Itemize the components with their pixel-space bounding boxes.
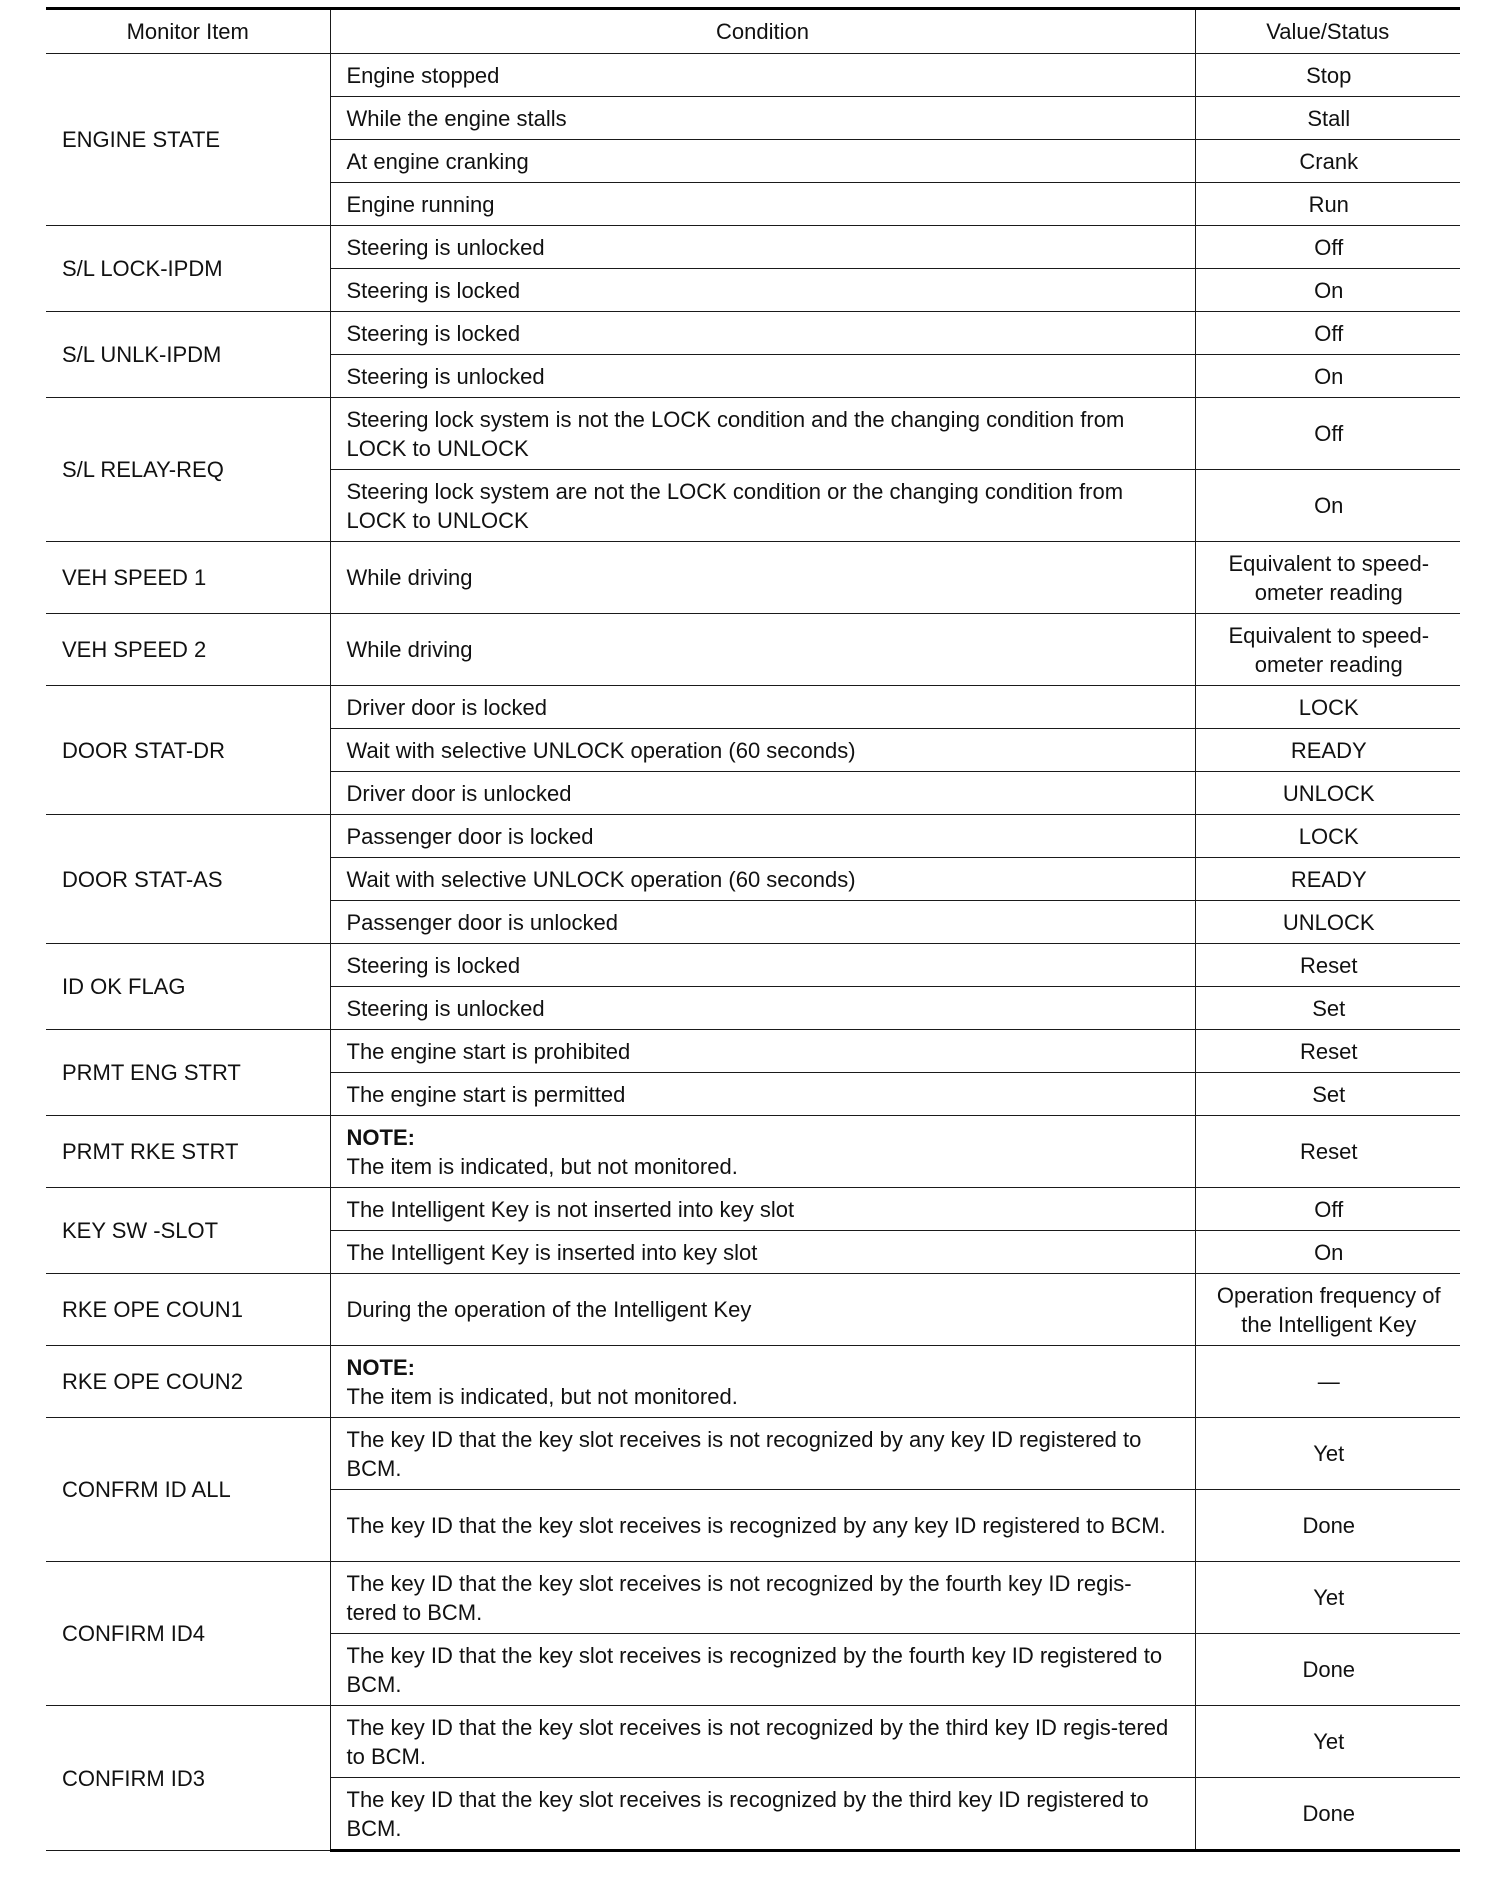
condition-cell bbox=[330, 1418, 1195, 1490]
value-status-cell: Set bbox=[1195, 987, 1460, 1030]
monitor-item-cell: ENGINE STATE bbox=[46, 54, 330, 226]
condition-text: Driver door is unlocked bbox=[346, 780, 572, 806]
monitor-item-cell: PRMT ENG STRT bbox=[46, 1030, 330, 1116]
monitor-item-cell: S/L RELAY-REQ bbox=[46, 398, 330, 542]
condition-cell bbox=[330, 54, 1195, 97]
table-body bbox=[46, 54, 1460, 1851]
condition-cell bbox=[330, 686, 1195, 729]
condition-cell bbox=[330, 226, 1195, 269]
condition-cell bbox=[330, 987, 1195, 1030]
condition-text: Steering is unlocked bbox=[346, 995, 545, 1021]
condition-cell bbox=[330, 183, 1195, 226]
value-status-cell: UNLOCK bbox=[1195, 772, 1460, 815]
condition-text: The Intelligent Key is inserted into key slot bbox=[346, 1239, 758, 1265]
monitor-item-cell: KEY SW -SLOT bbox=[46, 1188, 330, 1274]
condition-text: The engine start is permitted bbox=[346, 1081, 626, 1107]
condition-cell bbox=[330, 858, 1195, 901]
value-status-cell: On bbox=[1195, 1231, 1460, 1274]
condition-text: At engine cranking bbox=[346, 148, 529, 174]
condition-text: Steering lock system are not the LOCK condition or the changing condition from LOCK to UNLOCK bbox=[346, 478, 1124, 533]
condition-text: The key ID that the key slot receives is not recognized by any key ID registered to BCM. bbox=[346, 1426, 1142, 1481]
condition-text: The key ID that the key slot receives is recognized by any key ID registered to BCM. bbox=[346, 1513, 1166, 1538]
value-status-cell: UNLOCK bbox=[1195, 901, 1460, 944]
monitor-item-cell: RKE OPE COUN2 bbox=[46, 1346, 330, 1418]
condition-cell bbox=[330, 269, 1195, 312]
table-row bbox=[46, 1706, 1460, 1778]
condition-cell bbox=[330, 1562, 1195, 1634]
note-label: NOTE: bbox=[346, 1124, 415, 1150]
monitor-item-cell: ID OK FLAG bbox=[46, 944, 330, 1030]
monitor-item-table bbox=[46, 7, 1460, 1852]
value-status-cell: Reset bbox=[1195, 944, 1460, 987]
condition-cell bbox=[330, 1706, 1195, 1778]
monitor-item-cell: CONFRM ID ALL bbox=[46, 1418, 330, 1562]
condition-cell bbox=[330, 1188, 1195, 1231]
value-status-cell: Stall bbox=[1195, 97, 1460, 140]
value-status-cell: Stop bbox=[1195, 54, 1460, 97]
condition-cell bbox=[330, 542, 1195, 614]
condition-cell bbox=[330, 1778, 1195, 1851]
condition-cell bbox=[330, 1346, 1195, 1418]
value-status-cell: On bbox=[1195, 470, 1460, 542]
condition-text: Steering is unlocked bbox=[346, 234, 545, 260]
value-status-cell: — bbox=[1195, 1346, 1460, 1418]
condition-cell bbox=[330, 901, 1195, 944]
header-monitor-item: Monitor Item bbox=[46, 9, 330, 54]
condition-cell bbox=[330, 312, 1195, 355]
condition-text: Engine running bbox=[346, 191, 495, 217]
condition-text: Driver door is locked bbox=[346, 694, 548, 720]
condition-cell bbox=[330, 470, 1195, 542]
value-status-cell: Equivalent to speed-ometer reading bbox=[1195, 614, 1460, 686]
condition-text: The key ID that the key slot receives is not recognized by the fourth key ID regis-tered to BCM. bbox=[346, 1570, 1132, 1625]
table-row bbox=[46, 1030, 1460, 1073]
condition-text: Wait with selective UNLOCK operation (60 seconds) bbox=[346, 737, 856, 763]
condition-text: The key ID that the key slot receives is recognized by the fourth key ID registered to BCM. bbox=[346, 1642, 1163, 1697]
monitor-item-cell: DOOR STAT-DR bbox=[46, 686, 330, 815]
condition-cell bbox=[330, 1073, 1195, 1116]
value-status-cell: Yet bbox=[1195, 1562, 1460, 1634]
condition-text: Passenger door is locked bbox=[346, 823, 594, 849]
note-label: NOTE: bbox=[346, 1354, 415, 1380]
condition-cell bbox=[330, 1634, 1195, 1706]
value-status-cell: On bbox=[1195, 269, 1460, 312]
table-row bbox=[46, 1346, 1460, 1418]
condition-text: Steering is locked bbox=[346, 952, 521, 978]
value-status-cell: Yet bbox=[1195, 1418, 1460, 1490]
condition-text: While the engine stalls bbox=[346, 105, 567, 131]
value-status-cell: Reset bbox=[1195, 1030, 1460, 1073]
table-row bbox=[46, 815, 1460, 858]
condition-text: The key ID that the key slot receives is not recognized by the third key ID regis-tered to BCM. bbox=[346, 1714, 1169, 1769]
monitor-item-cell: CONFIRM ID3 bbox=[46, 1706, 330, 1851]
condition-text: Passenger door is unlocked bbox=[346, 909, 618, 935]
value-status-cell: Off bbox=[1195, 312, 1460, 355]
table-row bbox=[46, 614, 1460, 686]
monitor-item-cell: VEH SPEED 2 bbox=[46, 614, 330, 686]
value-status-cell: Reset bbox=[1195, 1116, 1460, 1188]
monitor-item-cell: CONFIRM ID4 bbox=[46, 1562, 330, 1706]
condition-text: While driving bbox=[346, 565, 473, 590]
condition-text: Engine stopped bbox=[346, 62, 500, 88]
header-value-status: Value/Status bbox=[1195, 9, 1460, 54]
table-row bbox=[46, 542, 1460, 614]
value-status-cell: Done bbox=[1195, 1490, 1460, 1562]
monitor-item-cell: S/L LOCK-IPDM bbox=[46, 226, 330, 312]
table-row bbox=[46, 1274, 1460, 1346]
value-status-cell: Operation frequency of the Intelligent Key bbox=[1195, 1274, 1460, 1346]
value-status-cell: Off bbox=[1195, 1188, 1460, 1231]
condition-cell bbox=[330, 1116, 1195, 1188]
table-row bbox=[46, 686, 1460, 729]
value-status-cell: READY bbox=[1195, 858, 1460, 901]
monitor-table-sheet bbox=[46, 7, 1460, 1852]
monitor-item-cell: RKE OPE COUN1 bbox=[46, 1274, 330, 1346]
header-condition: Condition bbox=[330, 9, 1195, 54]
condition-cell bbox=[330, 614, 1195, 686]
table-row bbox=[46, 398, 1460, 470]
value-status-cell: Done bbox=[1195, 1634, 1460, 1706]
value-status-cell: Run bbox=[1195, 183, 1460, 226]
condition-text: The key ID that the key slot receives is recognized by the third key ID registered to BCM. bbox=[346, 1786, 1149, 1841]
condition-cell bbox=[330, 944, 1195, 987]
value-status-cell: Equivalent to speed-ometer reading bbox=[1195, 542, 1460, 614]
value-status-cell: Done bbox=[1195, 1778, 1460, 1851]
condition-cell bbox=[330, 815, 1195, 858]
value-status-cell: LOCK bbox=[1195, 686, 1460, 729]
condition-cell bbox=[330, 355, 1195, 398]
condition-text: While driving bbox=[346, 637, 473, 662]
condition-cell bbox=[330, 1490, 1195, 1562]
monitor-item-cell: PRMT RKE STRT bbox=[46, 1116, 330, 1188]
monitor-item-cell: VEH SPEED 1 bbox=[46, 542, 330, 614]
condition-text: During the operation of the Intelligent Key bbox=[346, 1297, 752, 1322]
value-status-cell: Set bbox=[1195, 1073, 1460, 1116]
table-header bbox=[46, 9, 1460, 54]
value-status-cell: READY bbox=[1195, 729, 1460, 772]
value-status-cell: Yet bbox=[1195, 1706, 1460, 1778]
condition-cell bbox=[330, 729, 1195, 772]
condition-cell bbox=[330, 97, 1195, 140]
condition-cell bbox=[330, 1274, 1195, 1346]
condition-cell bbox=[330, 1231, 1195, 1274]
condition-text: Wait with selective UNLOCK operation (60 seconds) bbox=[346, 866, 856, 892]
monitor-item-cell: S/L UNLK-IPDM bbox=[46, 312, 330, 398]
table-row bbox=[46, 1562, 1460, 1634]
value-status-cell: On bbox=[1195, 355, 1460, 398]
table-row bbox=[46, 1116, 1460, 1188]
condition-text: Steering lock system is not the LOCK condition and the changing condition from LOCK to UNLOCK bbox=[346, 406, 1125, 461]
value-status-cell: Off bbox=[1195, 398, 1460, 470]
condition-text: The Intelligent Key is not inserted into key slot bbox=[346, 1196, 795, 1222]
table-row bbox=[46, 944, 1460, 987]
value-status-cell: LOCK bbox=[1195, 815, 1460, 858]
table-row bbox=[46, 312, 1460, 355]
table-row bbox=[46, 1188, 1460, 1231]
value-status-cell: Off bbox=[1195, 226, 1460, 269]
condition-text: Steering is locked bbox=[346, 277, 521, 303]
condition-cell bbox=[330, 772, 1195, 815]
condition-cell bbox=[330, 140, 1195, 183]
condition-text: The engine start is prohibited bbox=[346, 1038, 631, 1064]
condition-text: The item is indicated, but not monitored. bbox=[346, 1153, 738, 1179]
condition-text: Steering is unlocked bbox=[346, 363, 545, 389]
table-row bbox=[46, 226, 1460, 269]
condition-text: The item is indicated, but not monitored. bbox=[346, 1383, 738, 1409]
monitor-item-cell: DOOR STAT-AS bbox=[46, 815, 330, 944]
header-row bbox=[46, 9, 1460, 54]
condition-text: Steering is locked bbox=[346, 320, 521, 346]
table-row bbox=[46, 54, 1460, 97]
table-row bbox=[46, 1418, 1460, 1490]
value-status-cell: Crank bbox=[1195, 140, 1460, 183]
condition-cell bbox=[330, 398, 1195, 470]
condition-cell bbox=[330, 1030, 1195, 1073]
